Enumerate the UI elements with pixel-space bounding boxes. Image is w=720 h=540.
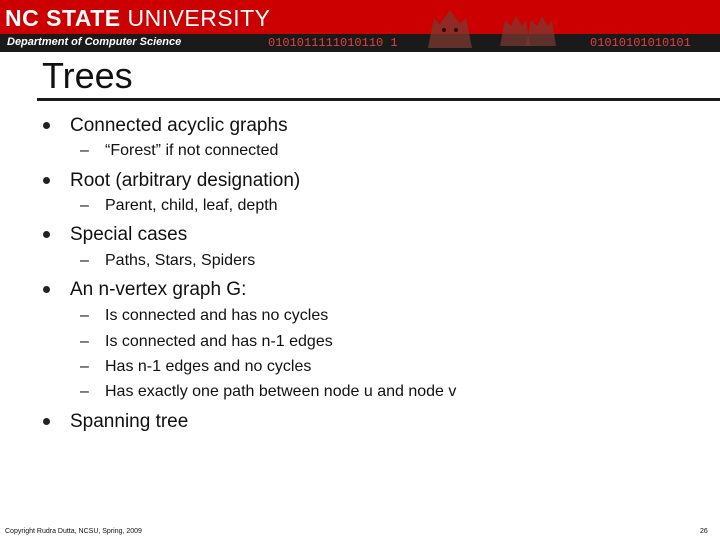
bullet-dot-icon: [43, 286, 50, 293]
sub-bullet-text: Parent, child, leaf, depth: [105, 197, 278, 214]
bullet-text: Connected acyclic graphs: [70, 115, 288, 136]
bullet-text: Special cases: [70, 224, 188, 245]
bullet-dot-icon: [43, 418, 50, 425]
bullet-text: An n-vertex graph G:: [70, 279, 247, 300]
bullet-dot-icon: [43, 231, 50, 238]
sub-bullet-text: Is connected and has no cycles: [105, 307, 329, 324]
dash-icon: –: [80, 307, 89, 324]
footer-page-number: 26: [700, 528, 708, 535]
dash-icon: –: [80, 333, 89, 350]
dash-icon: –: [80, 358, 89, 375]
sub-bullet-text: “Forest” if not connected: [105, 142, 279, 159]
university-name-strong: NC STATE: [5, 5, 121, 31]
sub-bullet-text: Has n-1 edges and no cycles: [105, 358, 312, 375]
title-underline: [37, 98, 720, 101]
university-logo: [5, 4, 271, 32]
binary-decoration-left: 0101011111010110 1: [268, 36, 398, 50]
sub-bullet-text: Paths, Stars, Spiders: [105, 252, 256, 269]
wolf-pair-icon: [496, 4, 560, 52]
wolf-icon: [420, 4, 480, 52]
slide-title: Trees: [42, 55, 133, 96]
dash-icon: –: [80, 142, 89, 159]
binary-decoration-right: 01010101010101: [590, 36, 691, 50]
bullet-text: Spanning tree: [70, 411, 189, 432]
bullet-dot-icon: [43, 122, 50, 129]
bullet-dot-icon: [43, 177, 50, 184]
sub-bullet-text: Has exactly one path between node u and node v: [105, 383, 457, 400]
footer-copyright: Copyright Rudra Dutta, NCSU, Spring, 2009: [5, 528, 142, 535]
dash-icon: –: [80, 197, 89, 214]
header-banner: [0, 0, 720, 52]
sub-bullet-text: Is connected and has n-1 edges: [105, 333, 333, 350]
university-name-light: UNIVERSITY: [127, 5, 271, 31]
department-name: Department of Computer Science: [7, 36, 182, 48]
dash-icon: –: [80, 383, 89, 400]
dash-icon: –: [80, 252, 89, 269]
bullet-text: Root (arbitrary designation): [70, 170, 301, 191]
